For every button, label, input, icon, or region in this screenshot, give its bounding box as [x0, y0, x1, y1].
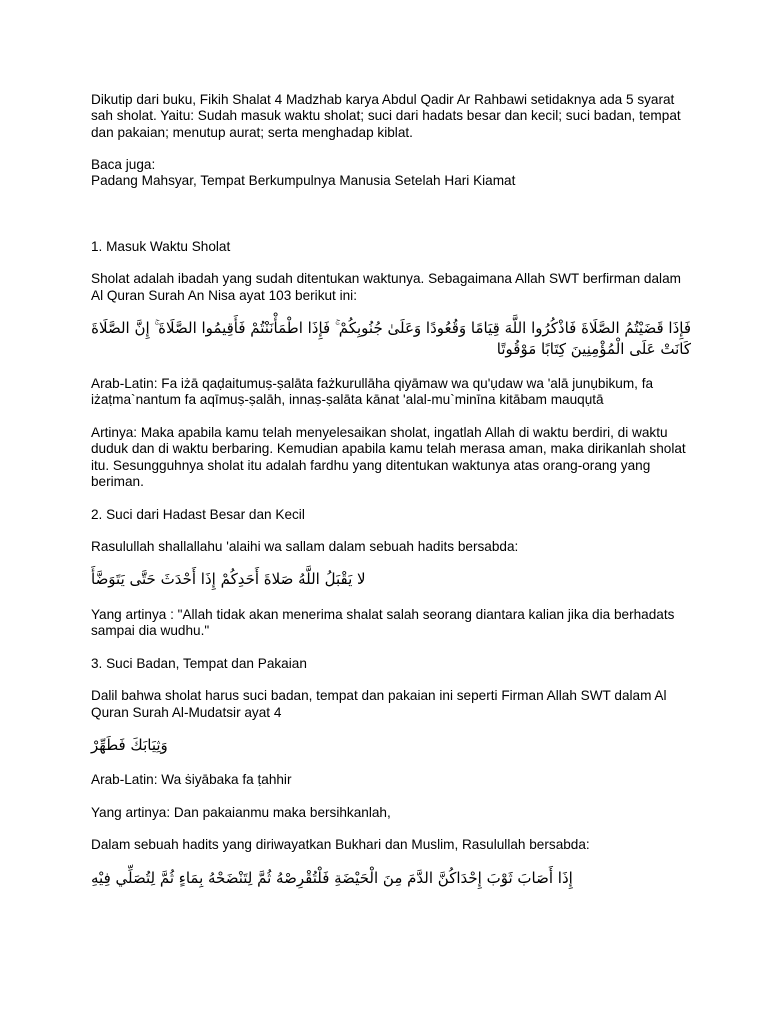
section-2-meaning: Yang artinya : "Allah tidak akan menerima shalat salah seorang diantara kalian jika dia berhadats sampai dia wudhu."	[91, 606, 675, 639]
see-also-label: Baca juga:	[91, 157, 156, 173]
section-1-paragraph: Sholat adalah ibadah yang sudah ditentukan waktunya. Sebagaimana Allah SWT berfirman dalam Al Quran Surah An Nisa ayat 103 berikut ini:	[91, 271, 681, 303]
section-3-paragraph: Dalil bahwa sholat harus suci badan, tempat dan pakaian ini seperti Firman Allah SWT dalam Al Quran Surah Al-Mudatsir ayat 4	[91, 688, 667, 720]
section-3-heading: 3. Suci Badan, Tempat dan Pakaian	[91, 655, 307, 671]
section-1-latin: Arab-Latin: Fa iżā qaḍaitumuṣ-ṣalāta fażkurullāha qiyāmaw wa qu'ụdaw wa 'alā junụbikum, fa iżaṭma`nantum fa aqīmuṣ-ṣalāh, innaṣ-ṣalāta kānat 'alal-mu`minīna kitābam mauqụtā	[91, 376, 654, 408]
section-1-arabic-verse: فَإِذَا قَضَيْتُمُ الصَّلَاةَ فَاذْكُرُوا اللَّهَ قِيَامًا وَقُعُودًا وَعَلَىٰ جُنُوبِكُمْ ۚ فَإِذَا اطْمَأْنَنْتُمْ فَأَقِيمُوا الصَّلَاةَ ۚ إِنَّ الصَّلَاةَ كَانَتْ عَلَى الْمُؤْمِنِينَ كِتَابًا مَوْقُوتًا	[91, 318, 691, 358]
section-3-arabic-hadith: إِذَا أَصَابَ ثَوْبَ إِحْدَاكُنَّ الدَّمَ مِنَ الْحَيْضَةِ فَلْتُقْرِصْهُ ثُمَّ لِتَنْضَحْهُ بِمَاءٍ ثُمَّ لِتُصَلِّي فِيْهِ	[91, 868, 573, 887]
section-2-arabic-hadith: لا يَقْبَلُ اللَّهُ صَلاةَ أَحَدِكُمْ إِذَا أَحْدَثَ حَتَّى يَتَوَضَّأَ	[91, 570, 366, 589]
section-3-latin: Arab-Latin: Wa ṡiyābaka fa ṭahhir	[91, 772, 292, 788]
section-2-heading: 2. Suci dari Hadast Besar dan Kecil	[91, 506, 305, 522]
see-also-link[interactable]: Padang Mahsyar, Tempat Berkumpulnya Manusia Setelah Hari Kiamat	[91, 173, 516, 189]
section-1-meaning: Artinya: Maka apabila kamu telah menyelesaikan sholat, ingatlah Allah di waktu berdiri, di waktu duduk dan di waktu berbaring. Kemudian apabila kamu telah merasa aman, maka dirikanlah sholat itu. Sesungguhnya sholat itu adalah fardhu yang ditentukan waktunya atas orang-orang yang beriman.	[91, 425, 686, 489]
section-2-paragraph: Rasulullah shallallahu 'alaihi wa sallam dalam sebuah hadits bersabda:	[91, 539, 519, 555]
article-body	[91, 92, 691, 889]
section-3-arabic-verse: وَثِيَابَكَ فَطَهِّرْ	[91, 735, 168, 754]
section-3-paragraph-2: Dalam sebuah hadits yang diriwayatkan Bukhari dan Muslim, Rasulullah bersabda:	[91, 837, 590, 853]
section-1-heading: 1. Masuk Waktu Sholat	[91, 238, 231, 254]
section-3-meaning: Yang artinya: Dan pakaianmu maka bersihkanlah,	[91, 804, 391, 820]
intro-paragraph: Dikutip dari buku, Fikih Shalat 4 Madzhab karya Abdul Qadir Ar Rahbawi setidaknya ada 5 syarat sah sholat. Yaitu: Sudah masuk waktu sholat; suci dari hadats besar dan kecil; suci badan, tempat dan pakaian; menutup aurat; serta menghadap kiblat.	[91, 92, 681, 140]
